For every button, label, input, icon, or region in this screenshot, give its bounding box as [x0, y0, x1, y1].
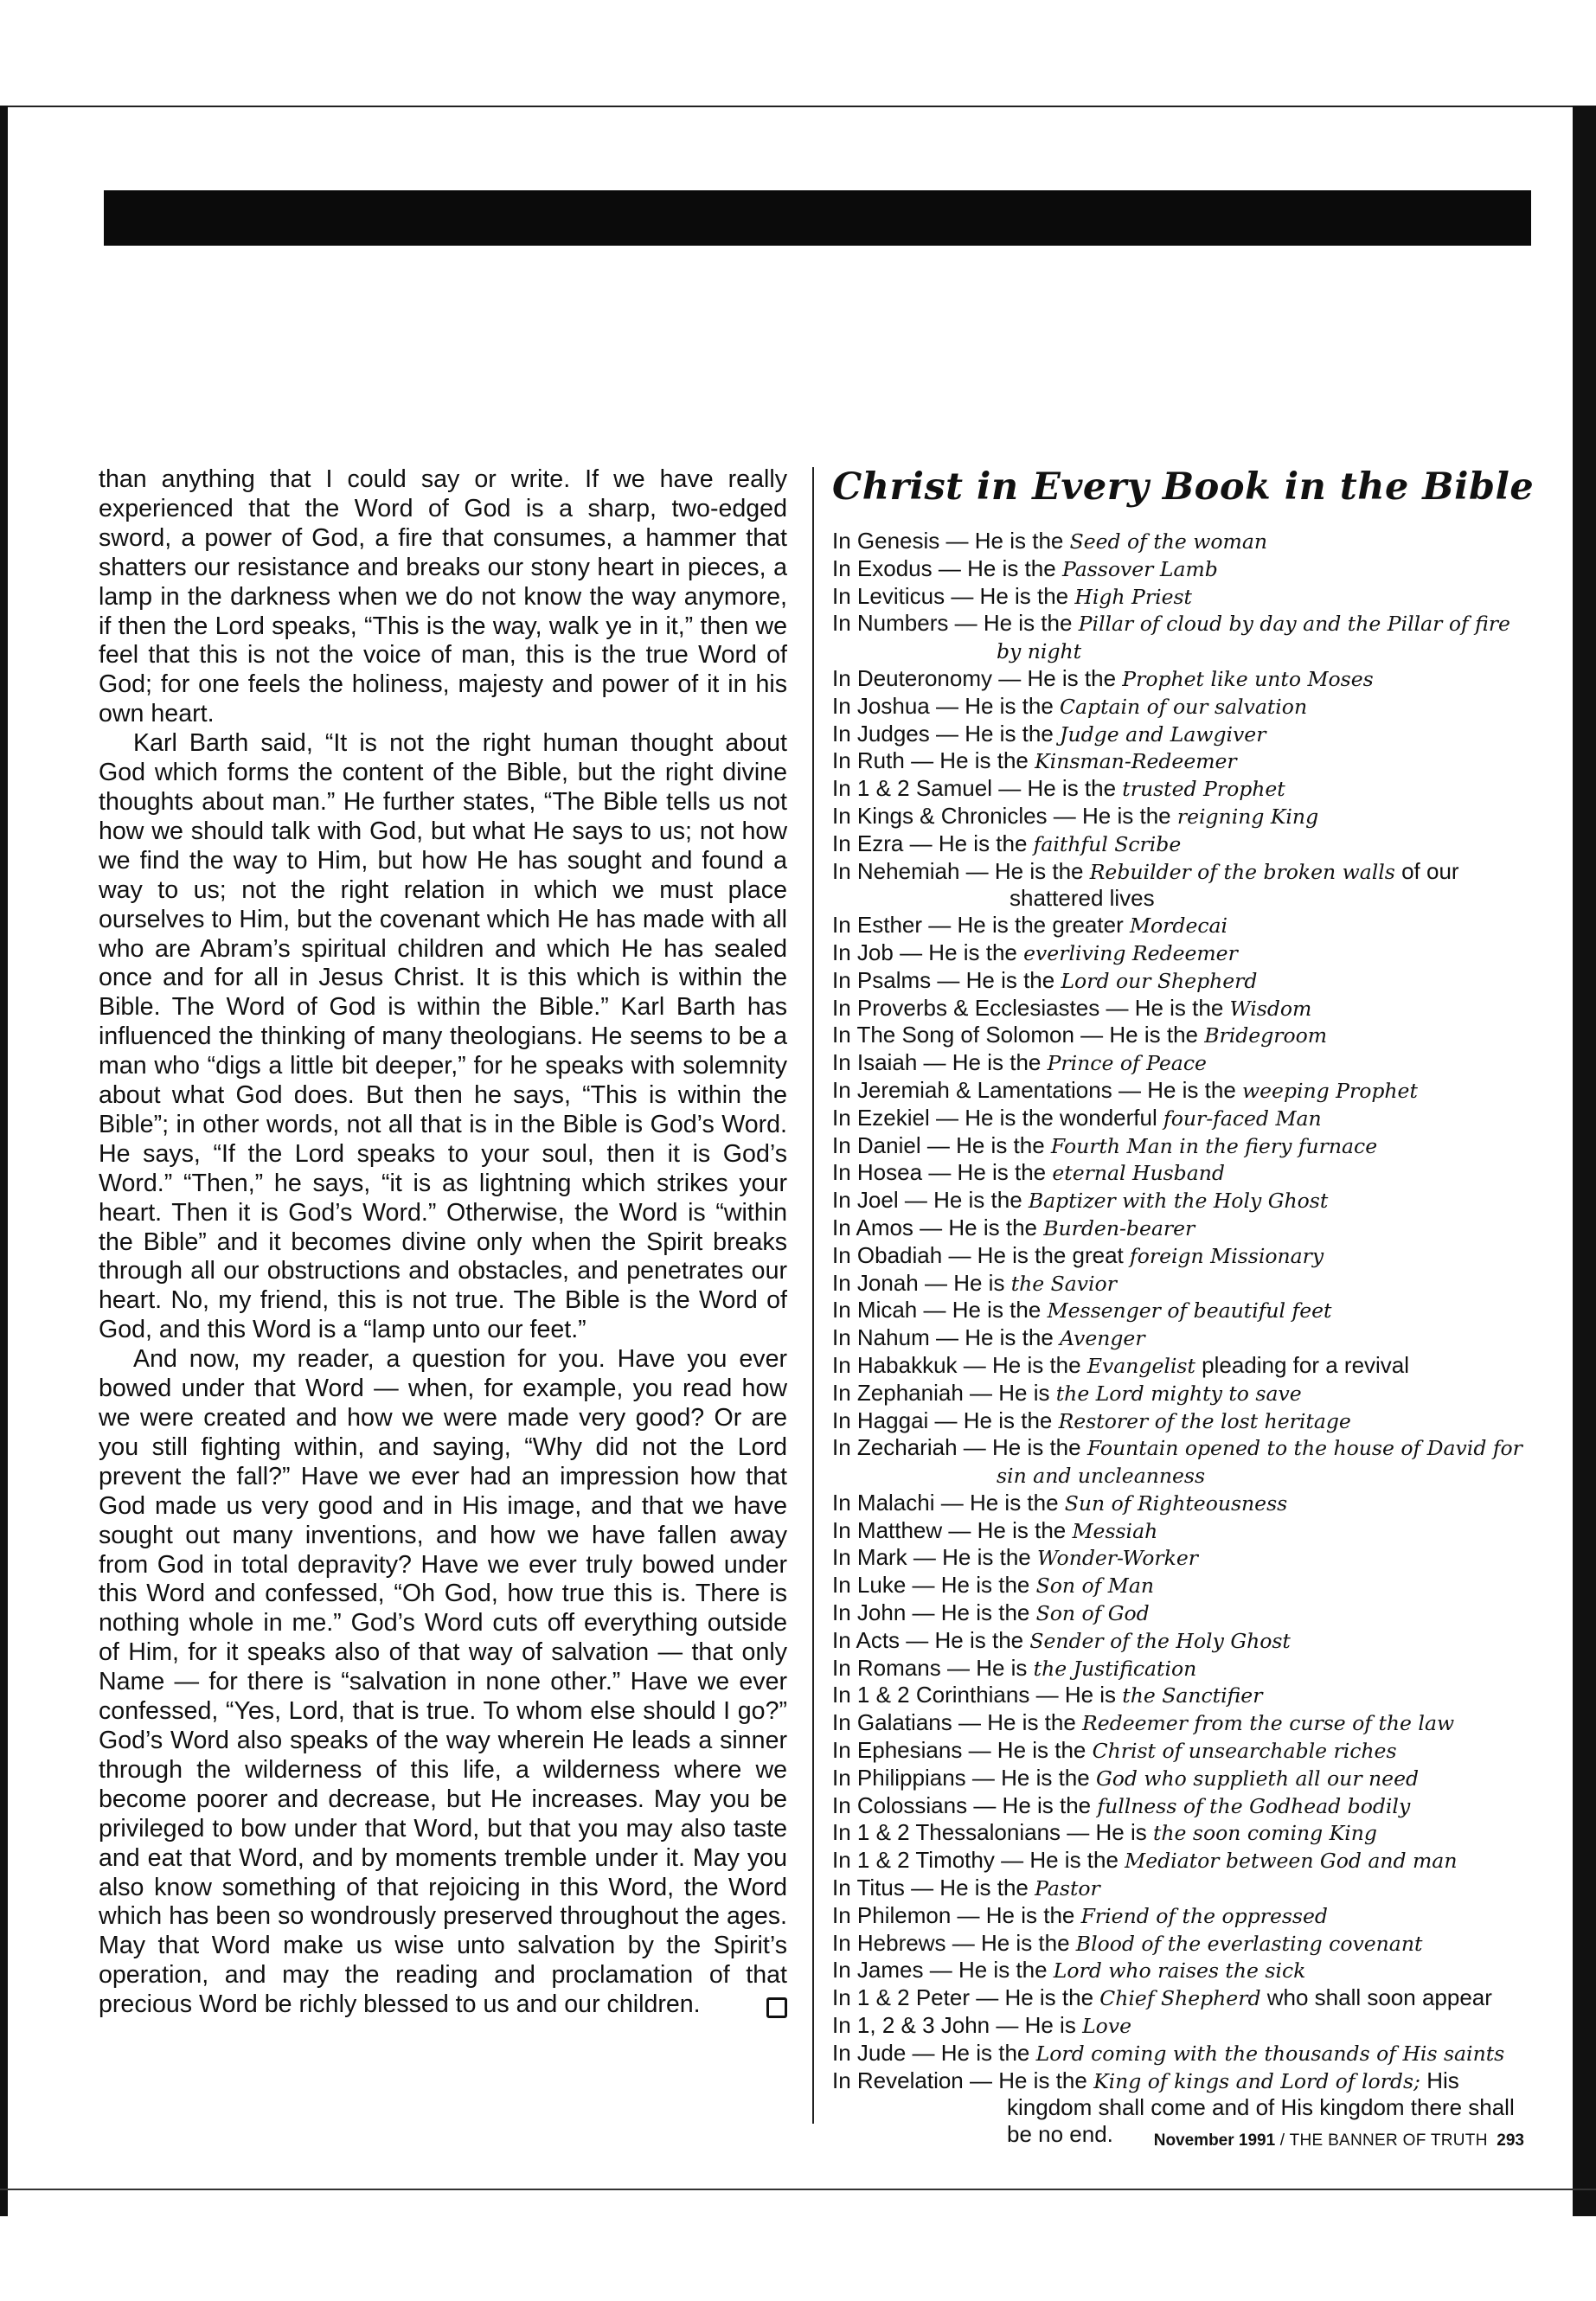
- book-entry: [832, 967, 1524, 995]
- book-name: In Hebrews: [832, 1929, 946, 1956]
- entry-tail: pleading for a revival: [1202, 1351, 1410, 1378]
- book-name: In Mark: [832, 1544, 907, 1571]
- book-entry: [832, 1159, 1524, 1187]
- book-name: In Malachi: [832, 1489, 935, 1516]
- christ-title: everliving Redeemer: [1023, 940, 1238, 965]
- christ-title: Messiah: [1072, 1518, 1158, 1543]
- entry-connector: — He is the: [1106, 994, 1224, 1021]
- book-name: In Philippians: [832, 1764, 966, 1791]
- christ-title: Avenger: [1060, 1326, 1145, 1351]
- entry-connector: — He is the: [906, 1626, 1024, 1653]
- christ-title: Bridegroom: [1204, 1023, 1328, 1048]
- book-name: In Job: [832, 939, 894, 965]
- christ-title: Prophet like unto Moses: [1122, 666, 1374, 691]
- book-entry: [832, 1544, 1524, 1572]
- book-name: In Habakkuk: [832, 1351, 958, 1378]
- entry-connector: — He is the: [935, 1324, 1054, 1351]
- book-entry: [832, 1682, 1524, 1709]
- entry-connector: — He is the: [957, 1901, 1075, 1928]
- book-entry: [832, 1215, 1524, 1242]
- book-name: In Philemon: [832, 1901, 952, 1928]
- entry-connector: — He is the: [913, 1544, 1031, 1571]
- entry-connector: — He is the: [952, 1929, 1070, 1956]
- entry-connector: — He is the: [912, 1572, 1030, 1599]
- article-column: [99, 465, 787, 2020]
- book-entry: [832, 1187, 1524, 1215]
- book-name: In Matthew: [832, 1516, 943, 1543]
- christ-title: Christ of unsearchable riches: [1092, 1739, 1397, 1764]
- entry-connector: — He is the: [938, 554, 1056, 581]
- christ-title: Mediator between God and man: [1125, 1849, 1458, 1874]
- book-entry: [832, 1627, 1524, 1655]
- book-name: In Romans: [832, 1654, 941, 1681]
- book-entry: [832, 747, 1524, 775]
- christ-title: Fountain opened to the house of David for sin and uncleanness: [997, 1436, 1522, 1489]
- entry-connector: — He is: [996, 2012, 1076, 2039]
- christ-title: Restorer of the lost heritage: [1058, 1408, 1351, 1433]
- christ-title: Pillar of cloud by day and the Pillar of fire by night: [997, 612, 1510, 664]
- book-entry: [832, 1434, 1524, 1490]
- book-entry: [832, 1599, 1524, 1627]
- book-entry: [832, 830, 1524, 858]
- book-name: In 1 & 2 Samuel: [832, 775, 992, 802]
- book-entry: [832, 1132, 1524, 1160]
- entry-tail: of our shattered lives: [1010, 857, 1459, 912]
- entry-connector: — He is the: [935, 720, 1054, 747]
- book-entry: [832, 1819, 1524, 1847]
- entry-connector: — He is the: [951, 582, 1069, 609]
- christ-title: Rebuilder of the broken walls: [1089, 859, 1395, 884]
- book-entry: [832, 2012, 1524, 2040]
- page-number: 293: [1497, 2131, 1524, 2150]
- book-entry: [832, 721, 1524, 748]
- book-name: In Deuteronomy: [832, 664, 992, 691]
- book-name: In Galatians: [832, 1709, 952, 1736]
- header-black-bar: [104, 190, 1531, 246]
- book-name: In Joel: [832, 1187, 899, 1214]
- book-name: In Psalms: [832, 966, 932, 993]
- book-entry: [832, 583, 1524, 611]
- book-name: In Kings & Chronicles: [832, 802, 1048, 829]
- book-name: In The Song of Solomon: [832, 1022, 1074, 1048]
- christ-title: eternal Husband: [1052, 1161, 1225, 1186]
- christ-title: Pastor: [1035, 1876, 1100, 1901]
- book-entry: [832, 1765, 1524, 1792]
- christ-title: reigning King: [1176, 804, 1319, 829]
- entry-connector: — He is the: [998, 664, 1117, 691]
- book-entry: [832, 1105, 1524, 1132]
- christ-title: Judge and Lawgiver: [1060, 721, 1266, 747]
- book-entry: [832, 1490, 1524, 1517]
- footer-date: November 1991: [1153, 2131, 1276, 2150]
- entry-connector: — He is the: [973, 1791, 1092, 1818]
- christ-title: Seed of the woman: [1069, 529, 1267, 554]
- book-entry: [832, 1324, 1524, 1352]
- book-name: In Ruth: [832, 747, 905, 774]
- christ-title: Son of Man: [1035, 1574, 1154, 1599]
- book-entry: [832, 995, 1524, 1022]
- entry-connector: — He is the: [1001, 1847, 1118, 1874]
- christ-title: the Savior: [1010, 1271, 1117, 1296]
- book-entry: [832, 1957, 1524, 1984]
- column-divider: [812, 467, 814, 2124]
- book-entry: [832, 1875, 1524, 1902]
- entry-connector: — He is the: [923, 1297, 1042, 1324]
- book-name: In Ezra: [832, 830, 904, 856]
- book-name: In Nehemiah: [832, 857, 960, 884]
- christ-title: Wonder-Worker: [1036, 1546, 1198, 1571]
- book-name: In Acts: [832, 1626, 901, 1653]
- book-entry: [832, 1847, 1524, 1875]
- entry-connector: — He is the: [912, 1599, 1030, 1626]
- entry-connector: — He is the: [1118, 1076, 1236, 1103]
- book-entry: [832, 1930, 1524, 1958]
- christ-title: fullness of the Godhead bodily: [1097, 1793, 1411, 1818]
- entry-connector: — He is: [924, 1269, 1005, 1296]
- article-paragraph: than anything that I could say or write. If we have really experienced that the Word of God is a sharp, two-edged sword, a power of God, a fire that consumes, a hammer that shatters our resistance and breaks our stony heart in pieces, a lamp in the darkness when we do not know the way anymore, if then the Lord speaks, “This is the way, walk ye in it,” then we feel that this is not the voice of man, this is the true Word of God; for one feels the holiness, majesty and power of it in his own heart.: [99, 465, 787, 728]
- book-name: In Jeremiah & Lamentations: [832, 1076, 1112, 1103]
- entry-connector: — He is the: [911, 1875, 1029, 1901]
- christ-title: the Lord mighty to save: [1055, 1381, 1302, 1406]
- christ-title: Friend of the oppressed: [1080, 1903, 1328, 1928]
- page-footer: [865, 2131, 1524, 2150]
- book-name: In Jude: [832, 2039, 907, 2066]
- book-name: In Ephesians: [832, 1737, 963, 1764]
- article-paragraph-text: And now, my reader, a question for you. Have you ever bowed under that Word — when, for example, you read how we were created and how we were made very good? Or are you still fighting within, and saying, “Why did not the Lord prevent the fall?” Have we ever had an impression how that God made us very good and in His image, and that we have sought out many inventions, and how we have fallen away from God in total depravity? Have we ever truly bowed under this Word and confessed, “Oh God, how true this is. There is nothing whole in me.” God’s Word cuts off everything outside of Him, for it speaks also of that way of salvation — that only Name — for there is “salvation in none other.” Have we ever confessed, “Yes, Lord, that is true. To whom else should I go?” God’s Word also speaks of the way wherein He leads a sinner through the wilderness of this life, a wilderness where we become poorer and decrease, but He increases. May you be privileged to bow under that Word, but that you may also taste and eat that Word, and by moments tremble under it. May you also know something of that rejoicing in this Word, the Word which has been so wondrously preserved throughout the ages. May that Word make us wise unto salvation by the Spirit’s operation, and may the reading and proclamation of that precious Word be richly blessed to us and our children.: [99, 1345, 787, 2019]
- book-entry: [832, 555, 1524, 583]
- christ-title: God who supplieth all our need: [1095, 1766, 1420, 1791]
- christ-title: the Sanctifier: [1122, 1683, 1263, 1708]
- book-entry: [832, 528, 1524, 555]
- book-entry: [832, 939, 1524, 967]
- scan-left-edge: [0, 106, 8, 2216]
- entry-connector: — He is the: [968, 1737, 1086, 1764]
- book-name: In Numbers: [832, 610, 949, 637]
- book-name: In Genesis: [832, 528, 940, 554]
- entry-connector: — He is the: [948, 1516, 1067, 1543]
- book-name: In Colossians: [832, 1791, 968, 1818]
- book-name: In 1 & 2 Corinthians: [832, 1682, 1030, 1708]
- book-entry: [832, 775, 1524, 803]
- book-entry: [832, 1737, 1524, 1765]
- christ-title: Messenger of beautiful feet: [1047, 1298, 1332, 1324]
- entry-connector: — He is the: [934, 1407, 1053, 1433]
- book-entry: [832, 1902, 1524, 1930]
- book-name: In Isaiah: [832, 1049, 918, 1076]
- entry-connector: — He is the: [958, 1709, 1076, 1736]
- christ-title: Burden-bearer: [1043, 1215, 1195, 1240]
- christ-title: Blood of the everlasting covenant: [1075, 1931, 1423, 1956]
- entry-connector: — He is the: [1080, 1022, 1198, 1048]
- entry-connector: — He is the: [963, 1434, 1081, 1461]
- entry-connector: — He is the: [965, 857, 1084, 884]
- christ-title: Lord who raises the sick: [1053, 1958, 1306, 1984]
- christ-title: Fourth Man in the fiery furnace: [1050, 1133, 1378, 1158]
- entry-connector: — He is the: [998, 775, 1117, 802]
- entry-connector: — He is: [970, 1379, 1050, 1406]
- christ-title: Mordecai: [1129, 913, 1228, 939]
- christ-title: Prince of Peace: [1047, 1051, 1207, 1076]
- book-name: In Esther: [832, 912, 923, 939]
- christ-title: Redeemer from the curse of the law: [1082, 1711, 1455, 1736]
- entry-connector: — He is the: [1053, 802, 1171, 829]
- book-entry: [832, 1242, 1524, 1270]
- book-name: In Amos: [832, 1214, 913, 1240]
- entry-connector: — He is the greater: [928, 912, 1124, 939]
- christ-title: Sender of the Holy Ghost: [1029, 1628, 1291, 1653]
- book-entry: [832, 1077, 1524, 1105]
- book-entry: [832, 665, 1524, 693]
- book-entry: [832, 1049, 1524, 1077]
- article-paragraph: [99, 1345, 787, 2020]
- book-list: [832, 528, 1524, 2148]
- book-name: In Luke: [832, 1572, 907, 1599]
- book-entry: [832, 1022, 1524, 1049]
- christ-title: Wisdom: [1229, 996, 1312, 1021]
- book-entry: [832, 803, 1524, 830]
- christ-title: Baptizer with the Holy Ghost: [1028, 1189, 1329, 1214]
- christ-title: trusted Prophet: [1122, 777, 1285, 802]
- book-name: In Nahum: [832, 1324, 930, 1351]
- christ-title: Son of God: [1035, 1601, 1150, 1626]
- entry-connector: — He is the: [963, 1351, 1081, 1378]
- entry-connector: — He is the: [912, 2039, 1030, 2066]
- book-name: In Exodus: [832, 554, 933, 581]
- entry-connector: — He is the: [945, 528, 1064, 554]
- book-entry: [832, 1655, 1524, 1682]
- christ-title: Passover Lamb: [1061, 556, 1218, 581]
- book-name: In Zephaniah: [832, 1379, 964, 1406]
- entry-connector: — He is the: [926, 1131, 1045, 1158]
- entry-connector: — He is the: [935, 692, 1054, 719]
- book-entry: [832, 1792, 1524, 1820]
- entry-connector: — He is: [946, 1654, 1028, 1681]
- book-name: In Judges: [832, 720, 930, 747]
- book-name: In 1 & 2 Thessalonians: [832, 1819, 1061, 1846]
- entry-connector: — He is the: [970, 2067, 1087, 2093]
- book-name: In James: [832, 1957, 924, 1984]
- footer-separator: /: [1275, 2131, 1290, 2150]
- entry-connector: — He is the: [923, 1049, 1042, 1076]
- page-top-rule: [0, 106, 1596, 107]
- christ-title: Kinsman-Redeemer: [1035, 749, 1237, 774]
- entry-connector: — He is the: [911, 747, 1029, 774]
- book-name: In 1, 2 & 3 John: [832, 2012, 990, 2039]
- scan-right-edge: [1573, 106, 1596, 2216]
- book-name: In Jonah: [832, 1269, 919, 1296]
- book-name: In Zechariah: [832, 1434, 958, 1461]
- christ-title: Sun of Righteousness: [1064, 1490, 1288, 1516]
- entry-connector: — He is the: [900, 939, 1017, 965]
- book-name: In Obadiah: [832, 1241, 943, 1268]
- book-entry: [832, 693, 1524, 721]
- entry-connector: — He is the: [909, 830, 1028, 856]
- book-name: In Leviticus: [832, 582, 945, 609]
- book-name: In 1 & 2 Timothy: [832, 1847, 995, 1874]
- sidebar-column: [832, 465, 1535, 2148]
- article-paragraph: Karl Barth said, “It is not the right human thought about God which forms the content of the Bible, but the right divine thoughts about man.” He further states, “The Bible tells us not how we should talk with God, but what He says to us; not how we find the way to Him, but how He has sought and found a way to us; not the right relation in which we must place ourselves to Him, but the covenant which He has made with all who are Abram’s spiritual children and which He has sealed once and for all in Jesus Christ. It is this which is within the Bible. The Word of God is within the Bible.” Karl Barth has influenced the thinking of many theologians. He seems to be a man who “digs a little bit deeper,” for he speaks with solemnity about what God does. But then he says, “This is within the Bible”; in other words, not all that is in the Bible is God’s Word. He says, “If the Lord speaks to your soul, then it is God’s Word.” “Then,” he says, “it is as lightning which strikes your heart. Then it is God’s Word.” Otherwise, the Word is “within the Bible” and it becomes divine only when the Spirit breaks through all our obstructions and obstacles, and penetrates our heart. No, my friend, this is not true. The Bible is the Word of God, and this Word is a “lamp unto our feet.”: [99, 729, 787, 1344]
- entry-connector: — He is the: [928, 1159, 1047, 1186]
- book-entry: [832, 1297, 1524, 1324]
- christ-title: King of kings and Lord of lords;: [1093, 2068, 1420, 2093]
- entry-connector: — He is the: [929, 1957, 1048, 1984]
- book-name: In Daniel: [832, 1131, 921, 1158]
- book-entry: [832, 1517, 1524, 1545]
- christ-title: four-faced Man: [1163, 1106, 1322, 1131]
- book-name: In Proverbs & Ecclesiastes: [832, 994, 1100, 1021]
- book-entry: [832, 912, 1524, 939]
- christ-title: Chief Shepherd: [1099, 1986, 1261, 2011]
- entry-connector: — He is the: [971, 1764, 1090, 1791]
- entry-connector: — He is the great: [948, 1241, 1124, 1268]
- book-name: In Micah: [832, 1297, 918, 1324]
- book-entry: [832, 1270, 1524, 1298]
- book-entry: [832, 1352, 1524, 1380]
- entry-connector: — He is the: [976, 1984, 1094, 2011]
- book-name: In Joshua: [832, 692, 930, 719]
- footer-publication: THE BANNER OF TRUTH: [1289, 2131, 1488, 2150]
- book-entry: [832, 858, 1524, 913]
- book-name: In 1 & 2 Peter: [832, 1984, 970, 2011]
- entry-connector: — He is the: [954, 610, 1073, 637]
- book-entry: [832, 1380, 1524, 1407]
- christ-title: Captain of our salvation: [1060, 694, 1308, 719]
- entry-connector: — He is the: [920, 1214, 1037, 1240]
- book-name: In John: [832, 1599, 907, 1626]
- christ-title: High Priest: [1074, 584, 1193, 609]
- christ-title: Lord our Shepherd: [1061, 968, 1258, 993]
- christ-title: Evangelist: [1086, 1353, 1195, 1378]
- entry-connector: — He is the: [904, 1187, 1022, 1214]
- entry-connector: — He is the: [940, 1489, 1059, 1516]
- book-entry: [832, 610, 1524, 665]
- book-entry: [832, 1407, 1524, 1435]
- book-entry: [832, 1572, 1524, 1599]
- entry-connector: — He is the: [937, 966, 1055, 993]
- page-bottom-rule: [0, 2189, 1596, 2190]
- christ-title: weeping Prophet: [1242, 1078, 1418, 1103]
- book-entry: [832, 2040, 1524, 2067]
- sidebar-title: Christ in Every Book in the Bible: [832, 465, 1535, 509]
- christ-title: Love: [1082, 2014, 1132, 2039]
- book-name: In Hosea: [832, 1159, 923, 1186]
- book-name: In Ezekiel: [832, 1104, 930, 1131]
- christ-title: Lord coming with the thousands of His saints: [1035, 2041, 1505, 2066]
- book-name: In Revelation: [832, 2067, 964, 2093]
- book-entry: [832, 1709, 1524, 1737]
- christ-title: the soon coming King: [1152, 1821, 1377, 1846]
- christ-title: the Justification: [1033, 1656, 1197, 1681]
- entry-connector: — He is: [1035, 1682, 1117, 1708]
- christ-title: faithful Scribe: [1033, 831, 1182, 856]
- book-name: In Haggai: [832, 1407, 929, 1433]
- christ-title: foreign Missionary: [1130, 1243, 1324, 1268]
- entry-connector: — He is: [1067, 1819, 1147, 1846]
- book-entry: [832, 1984, 1524, 2012]
- end-of-article-icon: [766, 1997, 787, 2018]
- entry-connector: — He is the wonderful: [935, 1104, 1157, 1131]
- book-name: In Titus: [832, 1875, 905, 1901]
- entry-tail: His kingdom shall come and of His kingdom there shall be no end.: [1007, 2067, 1515, 2148]
- entry-tail: who shall soon appear: [1266, 1984, 1492, 2011]
